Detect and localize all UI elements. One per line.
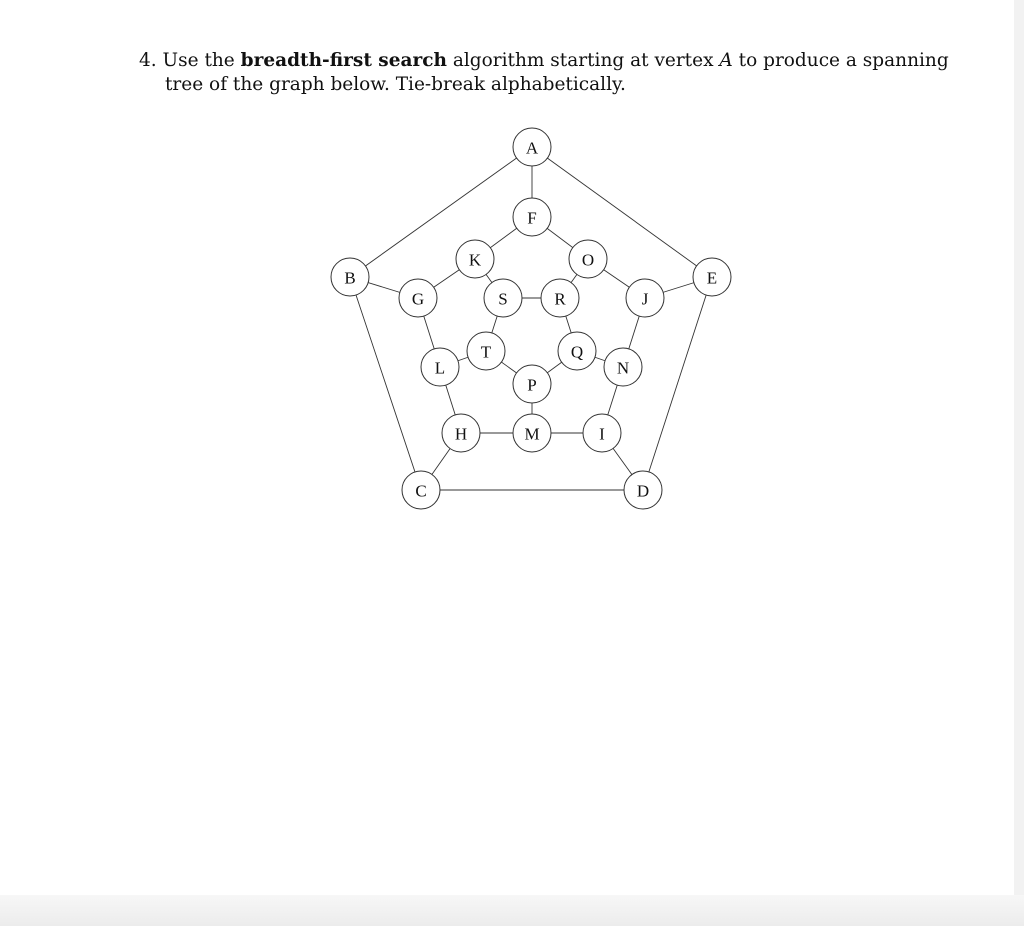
vertex-label: P	[527, 375, 537, 395]
vertex-label: O	[581, 250, 595, 270]
vertex-label: E	[706, 268, 718, 288]
vertex-label: H	[454, 424, 468, 444]
vertex-label: R	[554, 289, 566, 309]
problem-line-1-end: to produce a spanning	[738, 50, 949, 71]
vertex-label: S	[498, 289, 508, 309]
vertex-l	[421, 348, 459, 386]
vertex-s	[484, 279, 522, 317]
vertex-label: K	[468, 250, 482, 270]
vertex-m	[513, 414, 551, 452]
graph-vertices	[331, 128, 731, 509]
vertex-label: M	[524, 424, 540, 444]
vertex-label: D	[636, 481, 650, 501]
vertex-h	[442, 414, 480, 452]
vertex-r	[541, 279, 579, 317]
vertex-a	[513, 128, 551, 166]
vertex-label: N	[616, 358, 630, 378]
vertex-label: L	[434, 358, 446, 378]
vertex-f	[513, 198, 551, 236]
vertex-label: I	[599, 424, 605, 444]
vertex-label: B	[344, 268, 356, 288]
vertex-o	[569, 240, 607, 278]
vertex-t	[467, 332, 505, 370]
method-name: breadth-first search	[240, 50, 447, 71]
viewer-right-gutter	[1014, 0, 1024, 926]
problem-mid: algorithm starting at vertex	[452, 50, 714, 71]
vertex-e	[693, 258, 731, 296]
start-vertex: A	[719, 50, 733, 71]
vertex-g	[399, 279, 437, 317]
vertex-n	[604, 348, 642, 386]
edge-a-b	[350, 147, 532, 277]
vertex-b	[331, 258, 369, 296]
problem-line-2: tree of the graph below. Tie-break alphabetically.	[165, 74, 626, 95]
vertex-c	[402, 471, 440, 509]
problem-intro: Use the	[162, 50, 235, 71]
vertex-i	[583, 414, 621, 452]
vertex-label: A	[525, 138, 539, 158]
vertex-label: Q	[570, 342, 584, 362]
vertex-p	[513, 365, 551, 403]
vertex-label: F	[527, 208, 537, 228]
vertex-label: J	[641, 289, 649, 309]
vertex-label: T	[480, 342, 492, 362]
vertex-d	[624, 471, 662, 509]
vertex-k	[456, 240, 494, 278]
problem-number: 4.	[139, 50, 157, 71]
vertex-label: G	[411, 289, 425, 309]
vertex-label: C	[415, 481, 427, 501]
edge-a-e	[532, 147, 712, 277]
vertex-q	[558, 332, 596, 370]
vertex-j	[626, 279, 664, 317]
viewer-bottom-gutter	[0, 895, 1024, 926]
